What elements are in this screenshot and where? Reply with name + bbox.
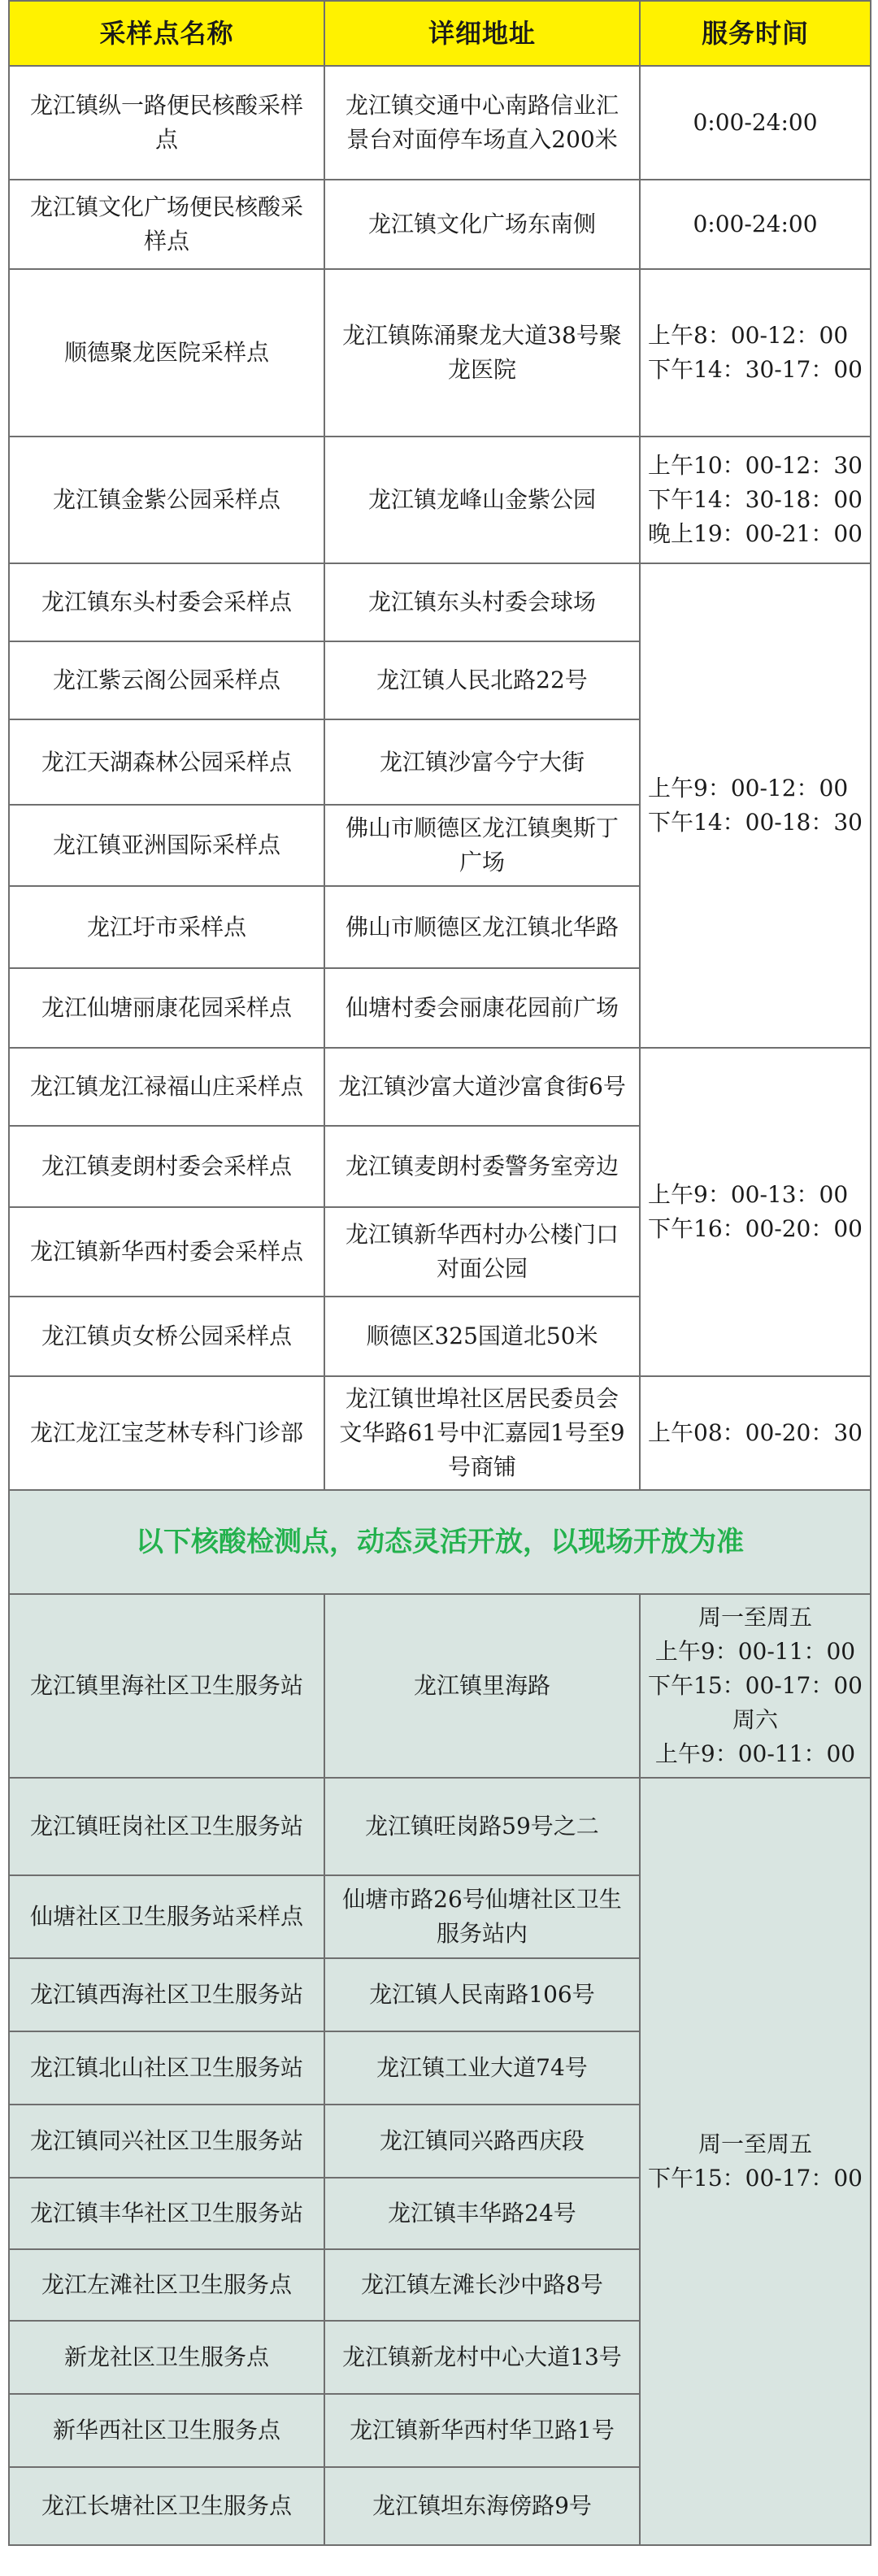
service-time-cell: [640, 66, 871, 180]
service-time-cell: [640, 180, 871, 269]
site-name-cell: 龙江镇北山社区卫生服务站: [9, 2031, 324, 2105]
site-name-cell: 龙江龙江宝芝林专科门诊部: [9, 1376, 324, 1490]
header-site-name: 采样点名称: [9, 1, 324, 66]
site-address-cell: 龙江镇旺岗路59号之二: [324, 1778, 640, 1875]
table-row: [9, 269, 871, 437]
service-time-cell: [640, 563, 871, 1048]
service-time-cell: [640, 1594, 871, 1778]
table-row: [9, 66, 871, 180]
site-address-cell: 仙塘市路26号仙塘社区卫生服务站内: [324, 1875, 640, 1958]
site-name-cell: 龙江镇龙江禄福山庄采样点: [9, 1048, 324, 1126]
site-address-cell: 龙江镇世埠社区居民委员会文华路61号中汇嘉园1号至9号商铺: [324, 1376, 640, 1490]
site-address-cell: 龙江镇陈涌聚龙大道38号聚龙医院: [324, 269, 640, 437]
site-name-cell: 龙江天湖森林公园采样点: [9, 719, 324, 805]
site-name-cell: 龙江镇金紫公园采样点: [9, 437, 324, 563]
site-name-cell: 龙江镇亚洲国际采样点: [9, 805, 324, 886]
site-address-cell: 顺德区325国道北50米: [324, 1297, 640, 1376]
site-name-cell: 顺德聚龙医院采样点: [9, 269, 324, 437]
table-row: [9, 1778, 871, 1875]
table-row: [9, 437, 871, 563]
site-address-cell: 龙江镇人民南路106号: [324, 1958, 640, 2031]
site-name-cell: 龙江镇同兴社区卫生服务站: [9, 2105, 324, 2178]
table-row: [9, 1048, 871, 1126]
site-name-cell: 龙江圩市采样点: [9, 886, 324, 968]
site-name-cell: 龙江镇贞女桥公园采样点: [9, 1297, 324, 1376]
notice-row: [9, 1490, 871, 1594]
time-line: 周一至周五: [698, 1604, 812, 1631]
site-address-cell: 龙江镇交通中心南路信业汇景台对面停车场直入200米: [324, 66, 640, 180]
table-row: [9, 180, 871, 269]
service-time-cell: [640, 1778, 871, 2545]
site-address-cell: 龙江镇里海路: [324, 1594, 640, 1778]
time-line: 0:00-24:00: [693, 211, 818, 237]
site-name-cell: 龙江长塘社区卫生服务点: [9, 2467, 324, 2545]
site-address-cell: 龙江镇丰华路24号: [324, 2178, 640, 2249]
site-address-cell: 龙江镇坦东海傍路9号: [324, 2467, 640, 2545]
site-address-cell: 龙江镇沙富大道沙富食街6号: [324, 1048, 640, 1126]
table-row: [9, 563, 871, 641]
site-address-cell: 佛山市顺德区龙江镇奥斯丁广场: [324, 805, 640, 886]
site-name-cell: 龙江镇文化广场便民核酸采样点: [9, 180, 324, 269]
site-name-cell: 龙江镇东头村委会采样点: [9, 563, 324, 641]
site-name-cell: 龙江紫云阁公园采样点: [9, 641, 324, 719]
site-address-cell: 龙江镇新华西村办公楼门口对面公园: [324, 1207, 640, 1297]
time-line: 下午14：00-18：30: [648, 809, 863, 836]
site-address-cell: 龙江镇东头村委会球场: [324, 563, 640, 641]
table-row: [9, 1376, 871, 1490]
site-address-cell: 龙江镇人民北路22号: [324, 641, 640, 719]
site-address-cell: 龙江镇同兴路西庆段: [324, 2105, 640, 2178]
site-address-cell: 龙江镇龙峰山金紫公园: [324, 437, 640, 563]
site-name-cell: 龙江仙塘丽康花园采样点: [9, 968, 324, 1048]
site-name-cell: 龙江镇麦朗村委会采样点: [9, 1126, 324, 1207]
time-line: 周一至周五: [698, 2131, 812, 2157]
service-time-cell: [640, 437, 871, 563]
sampling-sites-table: [8, 0, 871, 2546]
site-name-cell: 龙江左滩社区卫生服务点: [9, 2249, 324, 2321]
site-address-cell: 龙江镇文化广场东南侧: [324, 180, 640, 269]
time-line: 下午15：00-17：00: [648, 2165, 863, 2192]
site-name-cell: 龙江镇纵一路便民核酸采样点: [9, 66, 324, 180]
time-line: 上午8：00-12：00: [648, 322, 849, 349]
site-name-cell: 新龙社区卫生服务点: [9, 2321, 324, 2394]
time-line: 0:00-24:00: [693, 109, 818, 136]
site-address-cell: 龙江镇新华西村华卫路1号: [324, 2394, 640, 2467]
time-line: 下午15：00-17：00: [648, 1672, 863, 1699]
site-address-cell: 龙江镇工业大道74号: [324, 2031, 640, 2105]
header-address: 详细地址: [324, 1, 640, 66]
time-line: 上午9：00-11：00: [654, 1740, 856, 1767]
site-name-cell: 龙江镇旺岗社区卫生服务站: [9, 1778, 324, 1875]
site-name-cell: 龙江镇丰华社区卫生服务站: [9, 2178, 324, 2249]
site-address-cell: 龙江镇沙富今宁大街: [324, 719, 640, 805]
table-header-row: [9, 1, 871, 66]
site-name-cell: 龙江镇西海社区卫生服务站: [9, 1958, 324, 2031]
site-address-cell: 龙江镇新龙村中心大道13号: [324, 2321, 640, 2394]
time-line: 上午10：00-12：30: [648, 452, 863, 479]
time-line: 晚上19：00-21：00: [648, 520, 863, 547]
table-row: [9, 1594, 871, 1778]
site-name-cell: 龙江镇里海社区卫生服务站: [9, 1594, 324, 1778]
site-address-cell: 龙江镇麦朗村委警务室旁边: [324, 1126, 640, 1207]
service-time-cell: [640, 269, 871, 437]
time-line: 下午14：30-18：00: [648, 486, 863, 513]
service-time-cell: [640, 1376, 871, 1490]
site-address-cell: 龙江镇左滩长沙中路8号: [324, 2249, 640, 2321]
notice-banner: 以下核酸检测点，动态灵活开放，以现场开放为准: [9, 1490, 871, 1594]
site-address-cell: 佛山市顺德区龙江镇北华路: [324, 886, 640, 968]
site-name-cell: 新华西社区卫生服务点: [9, 2394, 324, 2467]
time-line: 上午08：00-20：30: [648, 1419, 863, 1446]
time-line: 上午9：00-12：00: [648, 775, 849, 801]
time-line: 上午9：00-11：00: [654, 1638, 856, 1665]
time-line: 下午16：00-20：00: [648, 1215, 863, 1242]
site-name-cell: 仙塘社区卫生服务站采样点: [9, 1875, 324, 1958]
site-address-cell: 仙塘村委会丽康花园前广场: [324, 968, 640, 1048]
time-line: 周六: [732, 1706, 778, 1733]
time-line: 上午9：00-13：00: [648, 1181, 849, 1208]
site-name-cell: 龙江镇新华西村委会采样点: [9, 1207, 324, 1297]
header-service-time: 服务时间: [640, 1, 871, 66]
time-line: 下午14：30-17：00: [648, 356, 863, 383]
service-time-cell: [640, 1048, 871, 1376]
